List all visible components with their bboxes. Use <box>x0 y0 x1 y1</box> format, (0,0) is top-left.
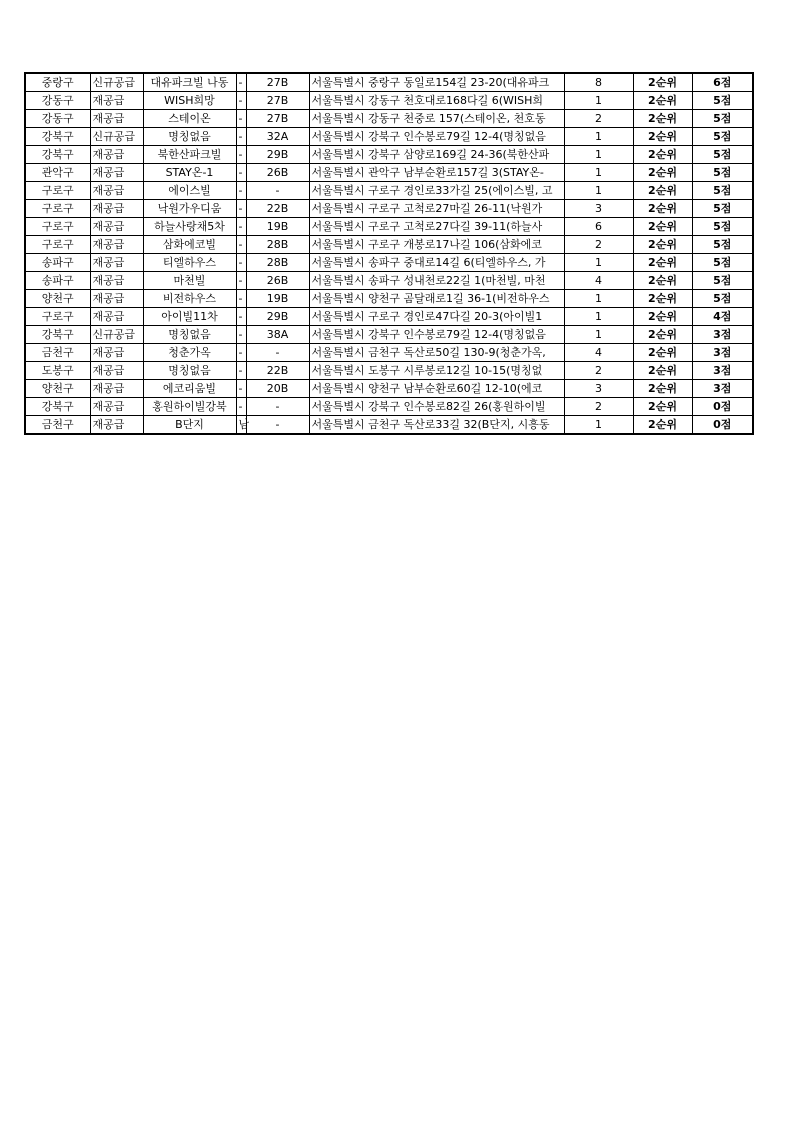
supply-type-cell: 신규공급 <box>90 73 143 92</box>
supply-type-cell: 재공급 <box>90 344 143 362</box>
supply-type-cell: 재공급 <box>90 218 143 236</box>
score-cell: 5점 <box>692 128 753 146</box>
complex-name-cell: 하늘사랑채5차 <box>143 218 236 236</box>
table-row <box>25 362 753 380</box>
rank-cell: 2순위 <box>633 164 692 182</box>
district-cell: 양천구 <box>25 380 90 398</box>
complex-name-cell: 낙원가우디움 <box>143 200 236 218</box>
district-cell: 송파구 <box>25 272 90 290</box>
score-cell: 3점 <box>692 326 753 344</box>
rank-cell: 2순위 <box>633 344 692 362</box>
count-cell: 2 <box>564 236 633 254</box>
score-cell: 5점 <box>692 254 753 272</box>
count-cell: 6 <box>564 218 633 236</box>
supply-type-cell: 재공급 <box>90 416 143 435</box>
supply-type-cell: 재공급 <box>90 110 143 128</box>
table-row <box>25 92 753 110</box>
score-cell: 4점 <box>692 308 753 326</box>
complex-name-cell: 명칭없음 <box>143 326 236 344</box>
complex-name-cell: 대유파크빌 나동 <box>143 73 236 92</box>
complex-name-cell: STAY온-1 <box>143 164 236 182</box>
complex-name-cell: 청춘가옥 <box>143 344 236 362</box>
table-row <box>25 110 753 128</box>
unit-type-cell: - <box>246 182 309 200</box>
district-cell: 강북구 <box>25 398 90 416</box>
score-cell: 5점 <box>692 146 753 164</box>
rank-cell: 2순위 <box>633 380 692 398</box>
district-cell: 관악구 <box>25 164 90 182</box>
district-cell: 금천구 <box>25 344 90 362</box>
extra-cell: - <box>236 380 246 398</box>
table-row <box>25 200 753 218</box>
extra-cell: - <box>236 290 246 308</box>
extra-cell: - <box>236 326 246 344</box>
table-body <box>25 73 753 434</box>
rank-cell: 2순위 <box>633 254 692 272</box>
unit-type-cell: 22B <box>246 362 309 380</box>
count-cell: 1 <box>564 308 633 326</box>
complex-name-cell: 북한산파크빌 <box>143 146 236 164</box>
supply-type-cell: 재공급 <box>90 380 143 398</box>
address-cell: 서울특별시 강북구 인수봉로79길 12-4(명칭없음 <box>309 326 564 344</box>
count-cell: 1 <box>564 416 633 435</box>
score-cell: 6점 <box>692 73 753 92</box>
supply-type-cell: 재공급 <box>90 308 143 326</box>
complex-name-cell: 에이스빌 <box>143 182 236 200</box>
district-cell: 금천구 <box>25 416 90 435</box>
unit-type-cell: 19B <box>246 218 309 236</box>
rank-cell: 2순위 <box>633 182 692 200</box>
rank-cell: 2순위 <box>633 110 692 128</box>
complex-name-cell: 홍원하이빌강북 <box>143 398 236 416</box>
complex-name-cell: WISH희망 <box>143 92 236 110</box>
complex-name-cell: 아이빌11차 <box>143 308 236 326</box>
complex-name-cell: 티엘하우스 <box>143 254 236 272</box>
extra-cell: - <box>236 182 246 200</box>
extra-cell: - <box>236 362 246 380</box>
address-cell: 서울특별시 관악구 남부순환로157길 3(STAY온- <box>309 164 564 182</box>
count-cell: 3 <box>564 200 633 218</box>
complex-name-cell: 삼화에코빌 <box>143 236 236 254</box>
supply-type-cell: 재공급 <box>90 164 143 182</box>
complex-name-cell: 마천빌 <box>143 272 236 290</box>
score-cell: 5점 <box>692 272 753 290</box>
complex-name-cell: 명칭없음 <box>143 128 236 146</box>
extra-cell: - <box>236 308 246 326</box>
table-row <box>25 290 753 308</box>
supply-type-cell: 재공급 <box>90 254 143 272</box>
count-cell: 8 <box>564 73 633 92</box>
address-cell: 서울특별시 강북구 인수봉로82길 26(홍원하이빌 <box>309 398 564 416</box>
rank-cell: 2순위 <box>633 73 692 92</box>
extra-cell: - <box>236 254 246 272</box>
extra-cell: - <box>236 200 246 218</box>
extra-cell: - <box>236 73 246 92</box>
table-row <box>25 73 753 92</box>
score-cell: 5점 <box>692 290 753 308</box>
score-cell: 5점 <box>692 182 753 200</box>
address-cell: 서울특별시 중랑구 동일로154길 23-20(대유파크 <box>309 73 564 92</box>
count-cell: 1 <box>564 128 633 146</box>
unit-type-cell: 29B <box>246 146 309 164</box>
address-cell: 서울특별시 양천구 남부순환로60길 12-10(에코 <box>309 380 564 398</box>
extra-cell: - <box>236 110 246 128</box>
district-cell: 송파구 <box>25 254 90 272</box>
supply-type-cell: 재공급 <box>90 236 143 254</box>
unit-type-cell: 26B <box>246 164 309 182</box>
extra-cell: - <box>236 164 246 182</box>
extra-cell: - <box>236 398 246 416</box>
table-row <box>25 308 753 326</box>
supply-type-cell: 재공급 <box>90 146 143 164</box>
address-cell: 서울특별시 송파구 중대로14길 6(티엘하우스, 가 <box>309 254 564 272</box>
rank-cell: 2순위 <box>633 326 692 344</box>
district-cell: 강동구 <box>25 110 90 128</box>
score-cell: 5점 <box>692 218 753 236</box>
district-cell: 강북구 <box>25 326 90 344</box>
table-row <box>25 164 753 182</box>
housing-supply-table <box>24 72 754 435</box>
unit-type-cell: 27B <box>246 73 309 92</box>
address-cell: 서울특별시 양천구 곰달래로1길 36-1(비전하우스 <box>309 290 564 308</box>
supply-type-cell: 재공급 <box>90 362 143 380</box>
count-cell: 1 <box>564 164 633 182</box>
unit-type-cell: 28B <box>246 236 309 254</box>
table-row <box>25 416 753 435</box>
score-cell: 5점 <box>692 92 753 110</box>
address-cell: 서울특별시 강동구 천중로 157(스테이온, 천호동 <box>309 110 564 128</box>
extra-cell: - <box>236 128 246 146</box>
unit-type-cell: 20B <box>246 380 309 398</box>
table-row <box>25 254 753 272</box>
complex-name-cell: B단지 <box>143 416 236 435</box>
address-cell: 서울특별시 강북구 삼양로169길 24-36(북한산파 <box>309 146 564 164</box>
count-cell: 2 <box>564 110 633 128</box>
address-cell: 서울특별시 구로구 경인로47다길 20-3(아이빌1 <box>309 308 564 326</box>
count-cell: 1 <box>564 290 633 308</box>
address-cell: 서울특별시 구로구 고척로27마길 26-11(낙원가 <box>309 200 564 218</box>
district-cell: 구로구 <box>25 236 90 254</box>
address-cell: 서울특별시 구로구 고척로27다길 39-11(하늘사 <box>309 218 564 236</box>
address-cell: 서울특별시 강동구 천호대로168다길 6(WISH희 <box>309 92 564 110</box>
supply-type-cell: 재공급 <box>90 92 143 110</box>
district-cell: 도봉구 <box>25 362 90 380</box>
unit-type-cell: 28B <box>246 254 309 272</box>
score-cell: 0점 <box>692 416 753 435</box>
table-row <box>25 398 753 416</box>
district-cell: 강북구 <box>25 128 90 146</box>
table-row <box>25 218 753 236</box>
rank-cell: 2순위 <box>633 290 692 308</box>
complex-name-cell: 명칭없음 <box>143 362 236 380</box>
extra-cell: 남 <box>236 416 246 435</box>
rank-cell: 2순위 <box>633 128 692 146</box>
district-cell: 강동구 <box>25 92 90 110</box>
unit-type-cell: 22B <box>246 200 309 218</box>
extra-cell: - <box>236 218 246 236</box>
count-cell: 4 <box>564 344 633 362</box>
score-cell: 3점 <box>692 380 753 398</box>
count-cell: 1 <box>564 92 633 110</box>
score-cell: 5점 <box>692 110 753 128</box>
score-cell: 3점 <box>692 362 753 380</box>
count-cell: 1 <box>564 326 633 344</box>
address-cell: 서울특별시 금천구 독산로33길 32(B단지, 시흥동 <box>309 416 564 435</box>
table-row <box>25 236 753 254</box>
extra-cell: - <box>236 92 246 110</box>
unit-type-cell: - <box>246 416 309 435</box>
count-cell: 2 <box>564 362 633 380</box>
complex-name-cell: 스테이온 <box>143 110 236 128</box>
address-cell: 서울특별시 도봉구 시루봉로12길 10-15(명칭없 <box>309 362 564 380</box>
table-row <box>25 182 753 200</box>
unit-type-cell: 29B <box>246 308 309 326</box>
address-cell: 서울특별시 송파구 성내천로22길 1(마천빌, 마천 <box>309 272 564 290</box>
table-row <box>25 146 753 164</box>
address-cell: 서울특별시 구로구 개봉로17나길 106(삼화에코 <box>309 236 564 254</box>
score-cell: 3점 <box>692 344 753 362</box>
extra-cell: - <box>236 236 246 254</box>
table-row <box>25 272 753 290</box>
rank-cell: 2순위 <box>633 272 692 290</box>
score-cell: 5점 <box>692 200 753 218</box>
rank-cell: 2순위 <box>633 416 692 435</box>
complex-name-cell: 에코리움빌 <box>143 380 236 398</box>
extra-cell: - <box>236 272 246 290</box>
supply-type-cell: 신규공급 <box>90 326 143 344</box>
score-cell: 5점 <box>692 164 753 182</box>
count-cell: 2 <box>564 398 633 416</box>
district-cell: 중랑구 <box>25 73 90 92</box>
extra-cell: - <box>236 344 246 362</box>
unit-type-cell: - <box>246 344 309 362</box>
table-row <box>25 344 753 362</box>
unit-type-cell: - <box>246 398 309 416</box>
unit-type-cell: 38A <box>246 326 309 344</box>
unit-type-cell: 19B <box>246 290 309 308</box>
supply-type-cell: 재공급 <box>90 182 143 200</box>
supply-type-cell: 재공급 <box>90 272 143 290</box>
unit-type-cell: 32A <box>246 128 309 146</box>
score-cell: 0점 <box>692 398 753 416</box>
supply-type-cell: 재공급 <box>90 200 143 218</box>
complex-name-cell: 비전하우스 <box>143 290 236 308</box>
score-cell: 5점 <box>692 236 753 254</box>
district-cell: 구로구 <box>25 308 90 326</box>
count-cell: 3 <box>564 380 633 398</box>
unit-type-cell: 26B <box>246 272 309 290</box>
table-row <box>25 380 753 398</box>
rank-cell: 2순위 <box>633 398 692 416</box>
supply-type-cell: 신규공급 <box>90 128 143 146</box>
district-cell: 구로구 <box>25 182 90 200</box>
count-cell: 1 <box>564 146 633 164</box>
rank-cell: 2순위 <box>633 308 692 326</box>
address-cell: 서울특별시 구로구 경인로33가길 25(에이스빌, 고 <box>309 182 564 200</box>
address-cell: 서울특별시 금천구 독산로50길 130-9(청춘가옥, <box>309 344 564 362</box>
rank-cell: 2순위 <box>633 362 692 380</box>
rank-cell: 2순위 <box>633 218 692 236</box>
district-cell: 구로구 <box>25 218 90 236</box>
supply-type-cell: 재공급 <box>90 398 143 416</box>
unit-type-cell: 27B <box>246 92 309 110</box>
rank-cell: 2순위 <box>633 200 692 218</box>
unit-type-cell: 27B <box>246 110 309 128</box>
rank-cell: 2순위 <box>633 236 692 254</box>
count-cell: 1 <box>564 254 633 272</box>
supply-type-cell: 재공급 <box>90 290 143 308</box>
rank-cell: 2순위 <box>633 92 692 110</box>
district-cell: 구로구 <box>25 200 90 218</box>
address-cell: 서울특별시 강북구 인수봉로79길 12-4(명칭없음 <box>309 128 564 146</box>
district-cell: 양천구 <box>25 290 90 308</box>
table-row <box>25 128 753 146</box>
table-row <box>25 326 753 344</box>
rank-cell: 2순위 <box>633 146 692 164</box>
count-cell: 4 <box>564 272 633 290</box>
extra-cell: - <box>236 146 246 164</box>
district-cell: 강북구 <box>25 146 90 164</box>
count-cell: 1 <box>564 182 633 200</box>
